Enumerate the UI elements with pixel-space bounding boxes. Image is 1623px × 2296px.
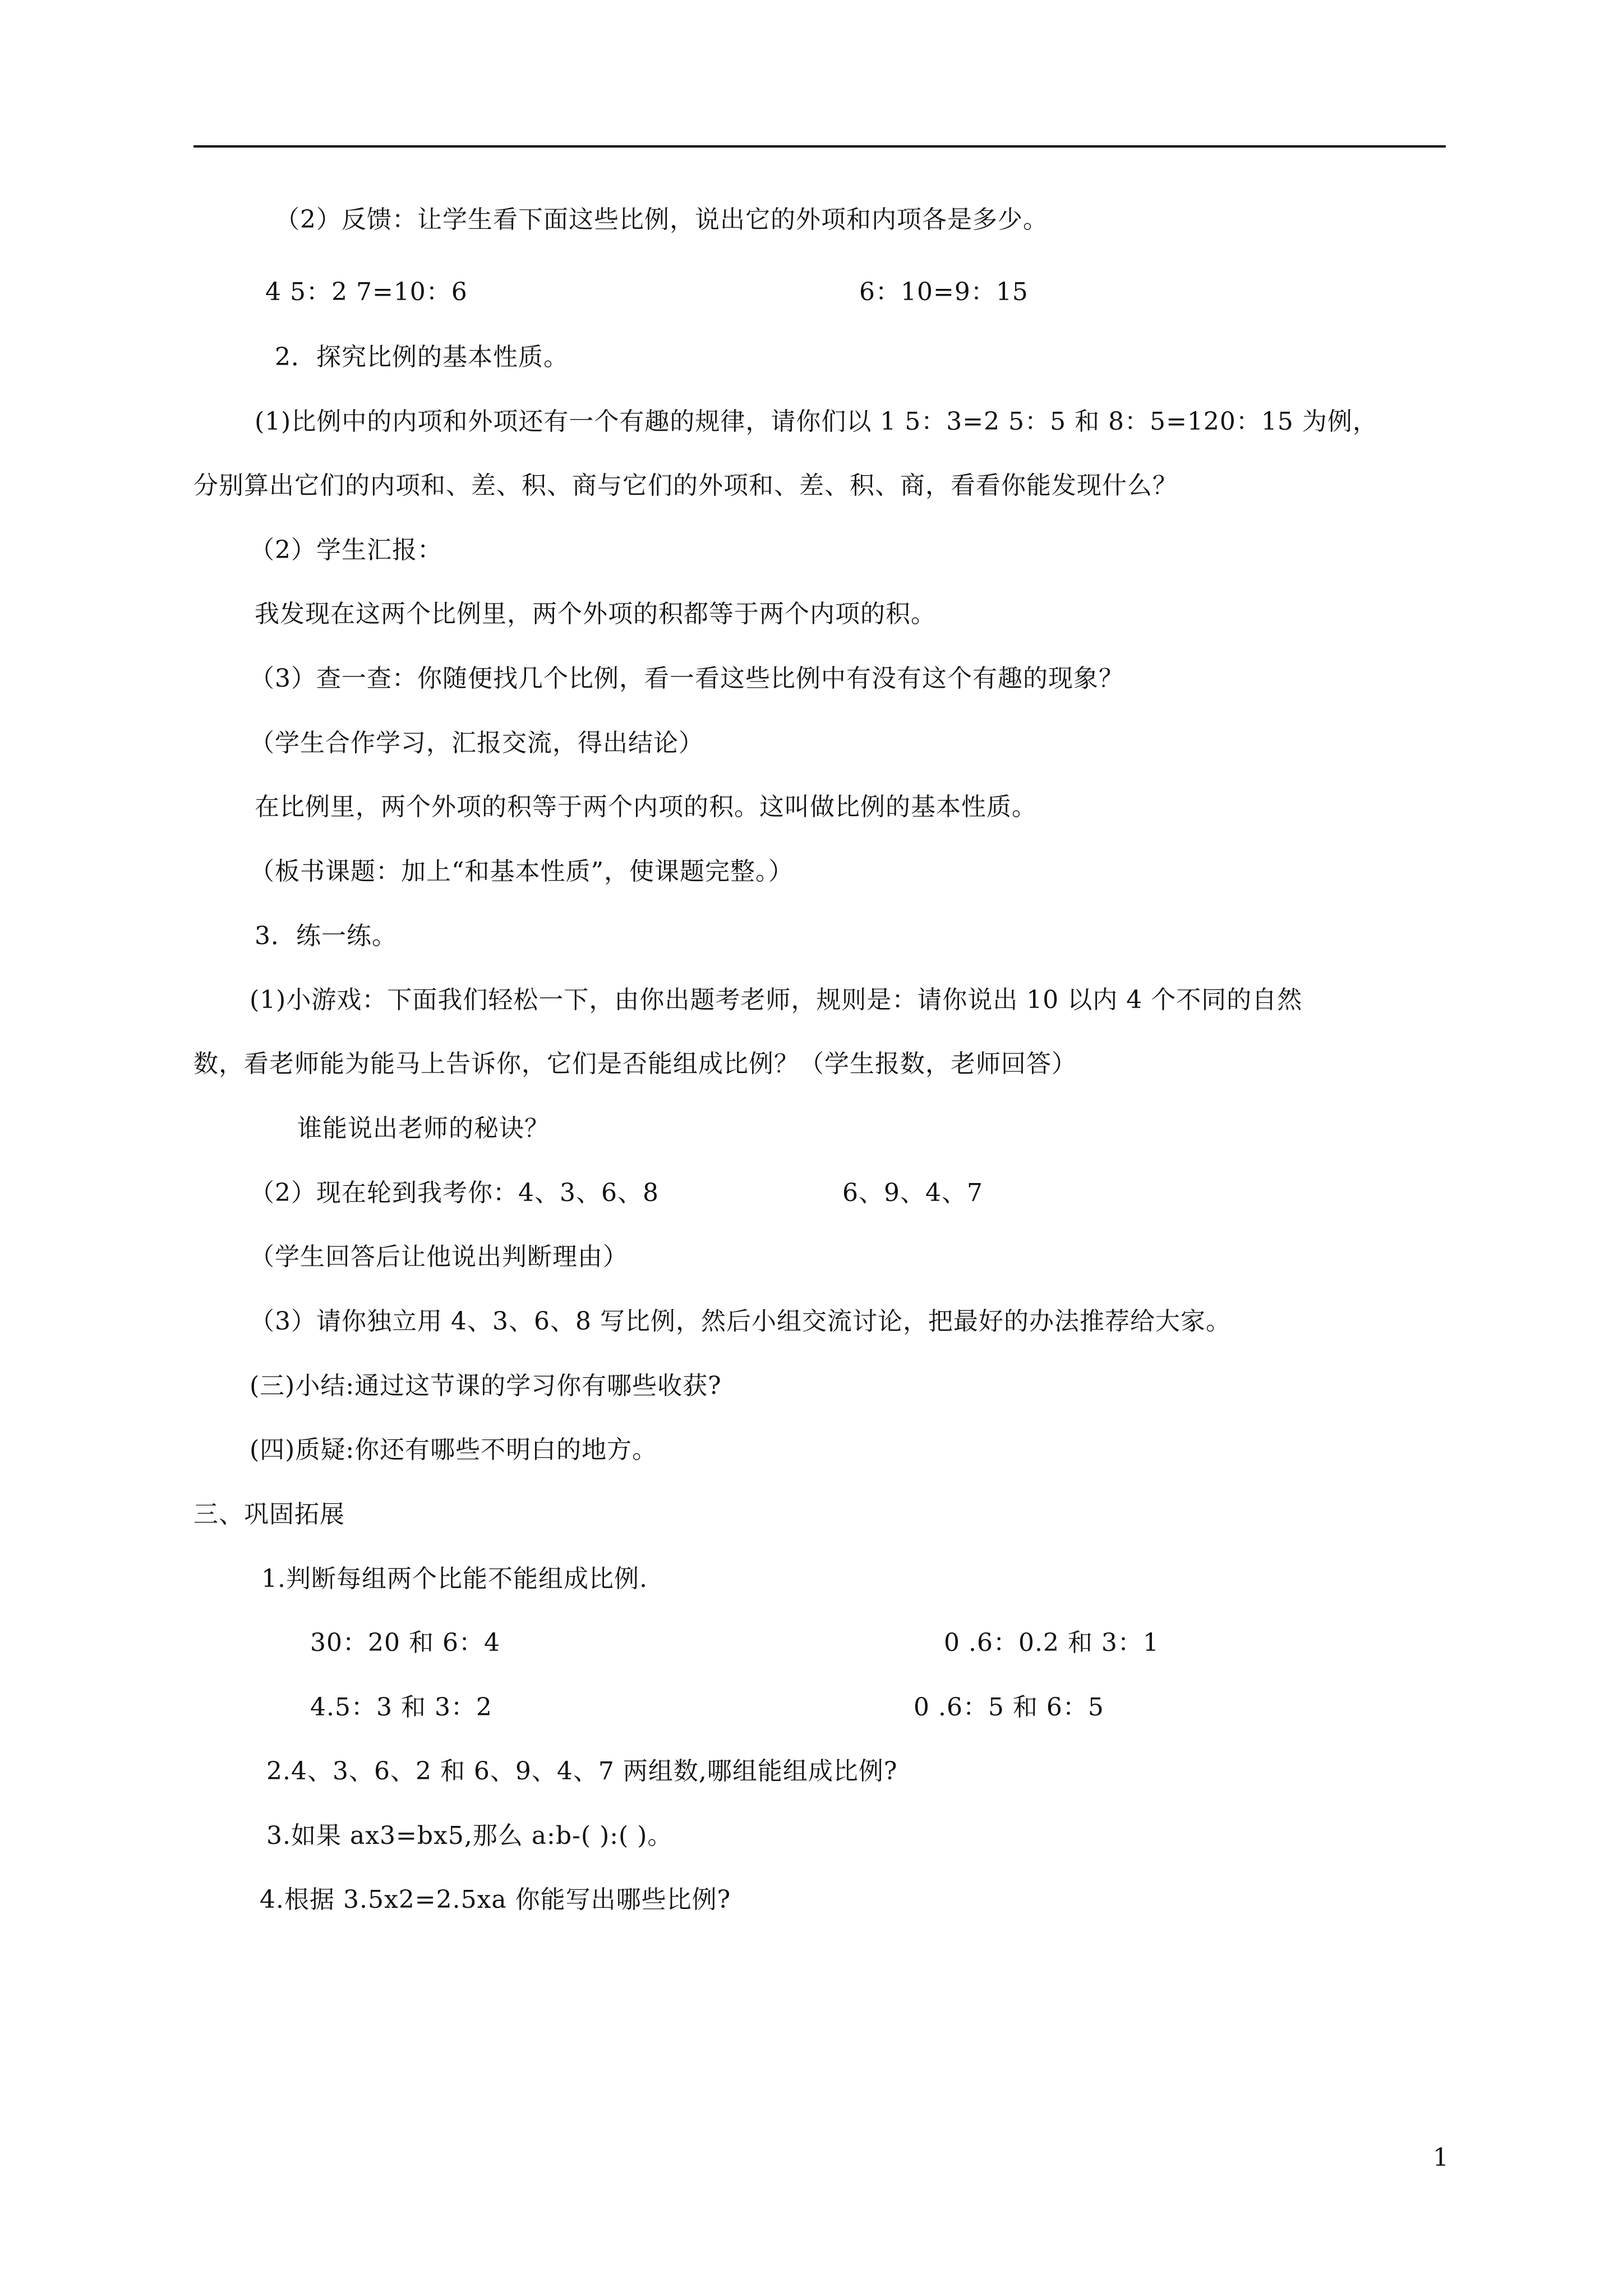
page-number: 1 <box>1433 2143 1449 2172</box>
paragraph-line: （2）现在轮到我考你：4、3、6、8 <box>250 1179 659 1207</box>
exercise-item: 1.判断每组两个比能不能组成比例. <box>261 1565 648 1593</box>
question-line: (四)质疑:你还有哪些不明白的地方。 <box>250 1435 658 1464</box>
paragraph-line: (1)小游戏：下面我们轻松一下，由你出题考老师，规则是：请你说出 10 以内 4 个不同的自然 <box>250 986 1303 1014</box>
paragraph-line: （学生回答后让他说出判断理由） <box>250 1243 628 1271</box>
paragraph-line: （板书课题：加上“和基本性质”，使课题完整。） <box>250 857 794 886</box>
exercise-item: 4.根据 3.5x2=2.5xa 你能写出哪些比例? <box>260 1885 731 1914</box>
example-ratio-2: 6：10=9：15 <box>859 278 1029 306</box>
header-rule <box>193 145 1446 148</box>
paragraph-line: （学生合作学习，汇报交流，得出结论） <box>250 729 704 757</box>
paragraph-line: 谁能说出老师的秘诀？ <box>297 1114 550 1143</box>
paragraph-line: （3）查一查：你随便找几个比例，看一看这些比例中有没有这个有趣的现象？ <box>250 664 1124 693</box>
section-heading: 三、巩固拓展 <box>193 1500 345 1529</box>
paragraph-line: 6、9、4、7 <box>842 1179 983 1207</box>
exercise-item: 3.如果 ax3=bx5,那么 a:b-( ):( )。 <box>266 1821 673 1850</box>
summary-line: (三)小结:通过这节课的学习你有哪些收获? <box>250 1372 722 1400</box>
paragraph-line: （3）请你独立用 4、3、6、8 写比例，然后小组交流讨论，把最好的办法推荐给大家。 <box>250 1307 1231 1336</box>
feedback-heading: （2）反馈：让学生看下面这些比例，说出它的外项和内项各是多少。 <box>275 205 1048 234</box>
exercise-option: 0 .6：0.2 和 3：1 <box>944 1628 1159 1657</box>
paragraph-line: 在比例里，两个外项的积等于两个内项的积。这叫做比例的基本性质。 <box>255 793 1037 821</box>
exercise-option: 0 .6：5 和 6：5 <box>914 1693 1104 1722</box>
paragraph-line: (1)比例中的内项和外项还有一个有趣的规律，请你们以 1 5：3=2 5：5 和 8：5=120：15 为例， <box>255 407 1378 436</box>
exercise-item: 2.4、3、6、2 和 6、9、4、7 两组数,哪组能组成比例? <box>266 1757 898 1786</box>
section-3-heading: 3．练一练。 <box>255 922 397 950</box>
paragraph-line: 分别算出它们的内项和、差、积、商与它们的外项和、差、积、商，看看你能发现什么？ <box>193 471 1178 500</box>
paragraph-line: 我发现在这两个比例里，两个外项的积都等于两个内项的积。 <box>255 600 936 628</box>
exercise-option: 30：20 和 6：4 <box>310 1628 500 1657</box>
exercise-option: 4.5：3 和 3：2 <box>310 1693 492 1722</box>
paragraph-line: 数，看老师能为能马上告诉你，它们是否能组成比例？（学生报数，老师回答） <box>193 1050 1077 1078</box>
example-ratio-1: 4 5：2 7=10：6 <box>265 278 468 306</box>
section-2-heading: 2．探究比例的基本性质。 <box>275 343 569 371</box>
paragraph-line: （2）学生汇报： <box>250 536 442 564</box>
